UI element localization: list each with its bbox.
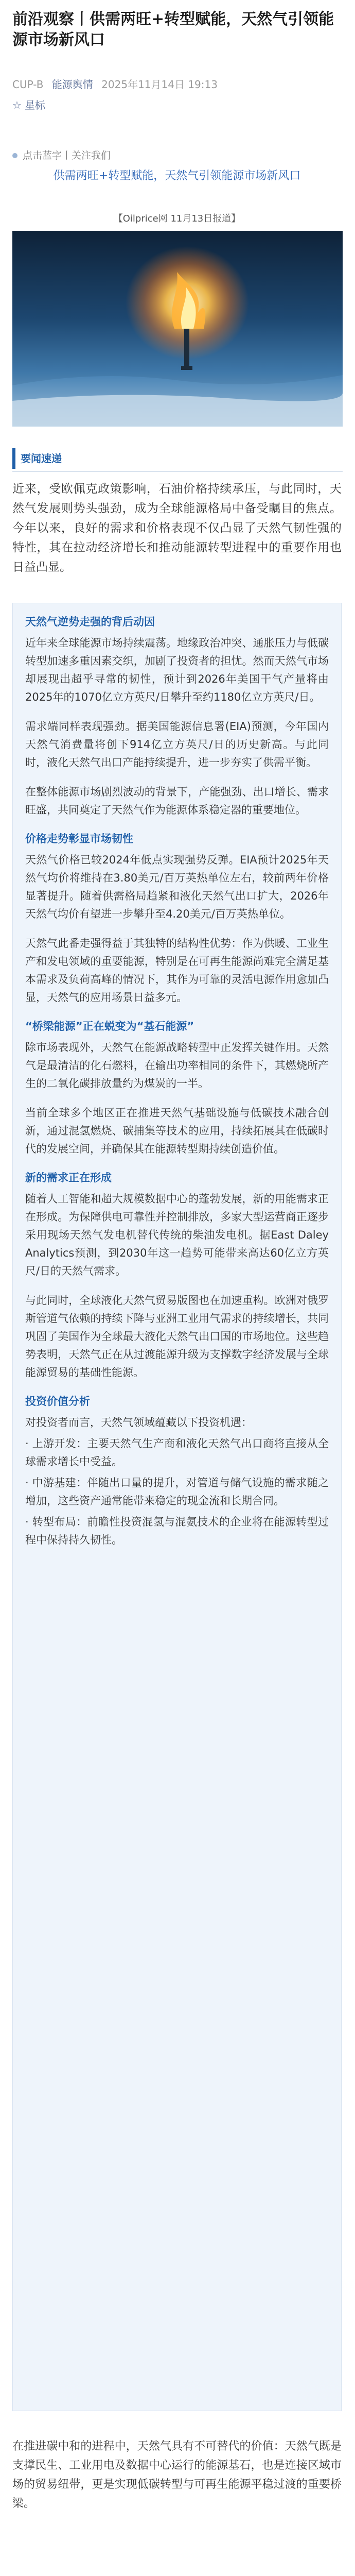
gas-flare-illustration bbox=[12, 231, 343, 427]
meta-date: 2025年11月14日 19:13 bbox=[101, 78, 218, 91]
meta-source-link[interactable]: 能源舆情 bbox=[51, 78, 93, 91]
conclusion-paragraph: 在推进碳中和的进程中，天然气具有不可替代的价值：天然气既是支撑民生、工业用电及数据中心运行的能源基石，也是连接区域市场的贸易纽带，更是实现低碳转型与可再生能源平稳过渡的重要桥梁。 bbox=[12, 2440, 342, 2510]
section-heading bbox=[0, 448, 355, 469]
section-heading-label: 要闻速递 bbox=[21, 452, 62, 465]
list-item: · 中游基建：伴随出口量的提升，对管道与储气设施的需求随之增加，这些资产通常能带来稳定的现金流和长期合同。 bbox=[25, 1477, 329, 1507]
box-paragraph: 需求端同样表现强劲。据美国能源信息署(EIA)预测，今年国内天然气消费量将创下914亿立方英尺/日的历史新高。与此同时，液化天然气出口产能持续提升，进一步夯实了供需平衡。 bbox=[25, 720, 329, 769]
bullet-dot-icon bbox=[12, 153, 17, 158]
box-paragraph: 对投资者而言，天然气领域蕴藏以下投资机遇： bbox=[25, 1416, 252, 1429]
box-paragraph: 天然气此番走强得益于其独特的结构性优势：作为供暖、工业生产和发电领域的重要能源，特别是在可再生能源尚难完全满足基本需求及负荷高峰的情况下，其作为可靠的灵活电源作用愈加凸显，天然气的应用场景日益多元。 bbox=[25, 937, 329, 1004]
box-paragraph: 当前全球多个地区正在推进天然气基础设施与低碳技术融合创新，通过混氢燃烧、碳捕集等技术的应用，持续拓展其在低碳时代的发展空间，并确保其在能源转型期持续创造价值。 bbox=[25, 1107, 329, 1155]
follow-prompt-text: 点击蓝字丨关注我们 bbox=[23, 150, 111, 161]
box-paragraph: 与此同时，全球液化天然气贸易版图也在加速重构。欧洲对俄罗斯管道气依赖的持续下降与亚洲工业用气需求的持续增长，共同巩固了美国作为全球最大液化天然气出口国的市场地位。这些趋势表明，天然气正在从过渡能源升级为支撑数字经济发展与全球能源贸易的基础性能源。 bbox=[25, 1294, 329, 1379]
box-paragraph: 随着人工智能和超大规模数据中心的蓬勃发展，新的用能需求正在形成。为保障供电可靠性并控制排放，多家大型运营商正逐步采用现场天然气发电机替代传统的柴油发电机。据East Daley Analytics预测，到2030年这一趋势可能带来高达60亿立方英尺/日的天然气需求。 bbox=[25, 1193, 329, 1277]
hero-image-gas-flare bbox=[12, 231, 343, 427]
box-heading-demand: 新的需求正在形成 bbox=[25, 1172, 112, 1184]
box-paragraph: 在整体能源市场剧烈波动的背景下，产能强劲、出口增长、需求旺盛，共同奠定了天然气作为能源体系稳定器的重要地位。 bbox=[25, 786, 329, 816]
meta-author: CUP-B bbox=[12, 78, 44, 91]
star-icon: ☆ bbox=[12, 99, 22, 111]
article-meta bbox=[12, 77, 342, 92]
list-item: · 转型布局：前瞻性投资混氢与混氨技术的企业将在能源转型过程中保持持久韧性。 bbox=[25, 1516, 329, 1546]
section-accent-bar bbox=[12, 448, 15, 469]
intro-paragraph: 近来，受欧佩克政策影响，石油价格持续承压，与此同时，天然气发展则势头强劲，成为全球能源格局中备受瞩目的焦点。今年以来，良好的需求和价格表现不仅凸显了天然气韧性强的特性，其在拉动经济增长和推动能源转型进程中的重要作用也日益凸显。 bbox=[12, 482, 342, 574]
box-paragraph: 天然气价格已较2024年低点实现强势反弹。EIA预计2025年天然气均价将维持在3.80美元/百万英热单位左右，较前两年价格显著提升。随着供需格局趋紧和液化天然气出口扩大，2026年天然气均价有望进一步攀升至4.20美元/百万英热单位。 bbox=[25, 854, 329, 920]
article-title: 前沿观察丨供需两旺+转型赋能，天然气引领能源市场新风口 bbox=[12, 10, 334, 49]
analysis-box bbox=[12, 603, 342, 2411]
box-paragraph: 近年来全球能源市场持续震荡。地缘政治冲突、通胀压力与低碳转型加速多重因素交织，加剧了投资者的担忧。然而天然气市场却展现出超乎寻常的韧性，预计到2026年美国干气产量将由2025年的1070亿立方英尺/日攀升至约1180亿立方英尺/日。 bbox=[25, 637, 329, 703]
report-source-line: 【Oilprice网 11月13日报道】 bbox=[113, 213, 241, 224]
box-heading-bridge: “桥梁能源”正在蜕变为“基石能源” bbox=[25, 1020, 194, 1032]
box-paragraph: 除市场表现外，天然气在能源战略转型中正发挥关键作用。天然气是最清洁的化石燃料，在输出功率相同的条件下，其燃烧所产生的二氧化碳排放量约为煤炭的一半。 bbox=[25, 1041, 329, 1090]
list-item: · 上游开发：主要天然气生产商和液化天然气出口商将直接从全球需求增长中受益。 bbox=[25, 1437, 329, 1468]
section-divider bbox=[12, 471, 343, 472]
box-heading-drivers: 天然气逆势走强的背后动因 bbox=[25, 616, 155, 628]
box-heading-investment: 投资价值分析 bbox=[25, 1395, 90, 1408]
star-button[interactable] bbox=[12, 98, 45, 112]
follow-prompt[interactable] bbox=[12, 148, 342, 163]
star-label: 星标 bbox=[24, 99, 45, 111]
box-heading-price: 价格走势彰显市场韧性 bbox=[25, 833, 133, 845]
lede-headline: 供需两旺+转型赋能，天然气引领能源市场新风口 bbox=[53, 170, 301, 182]
